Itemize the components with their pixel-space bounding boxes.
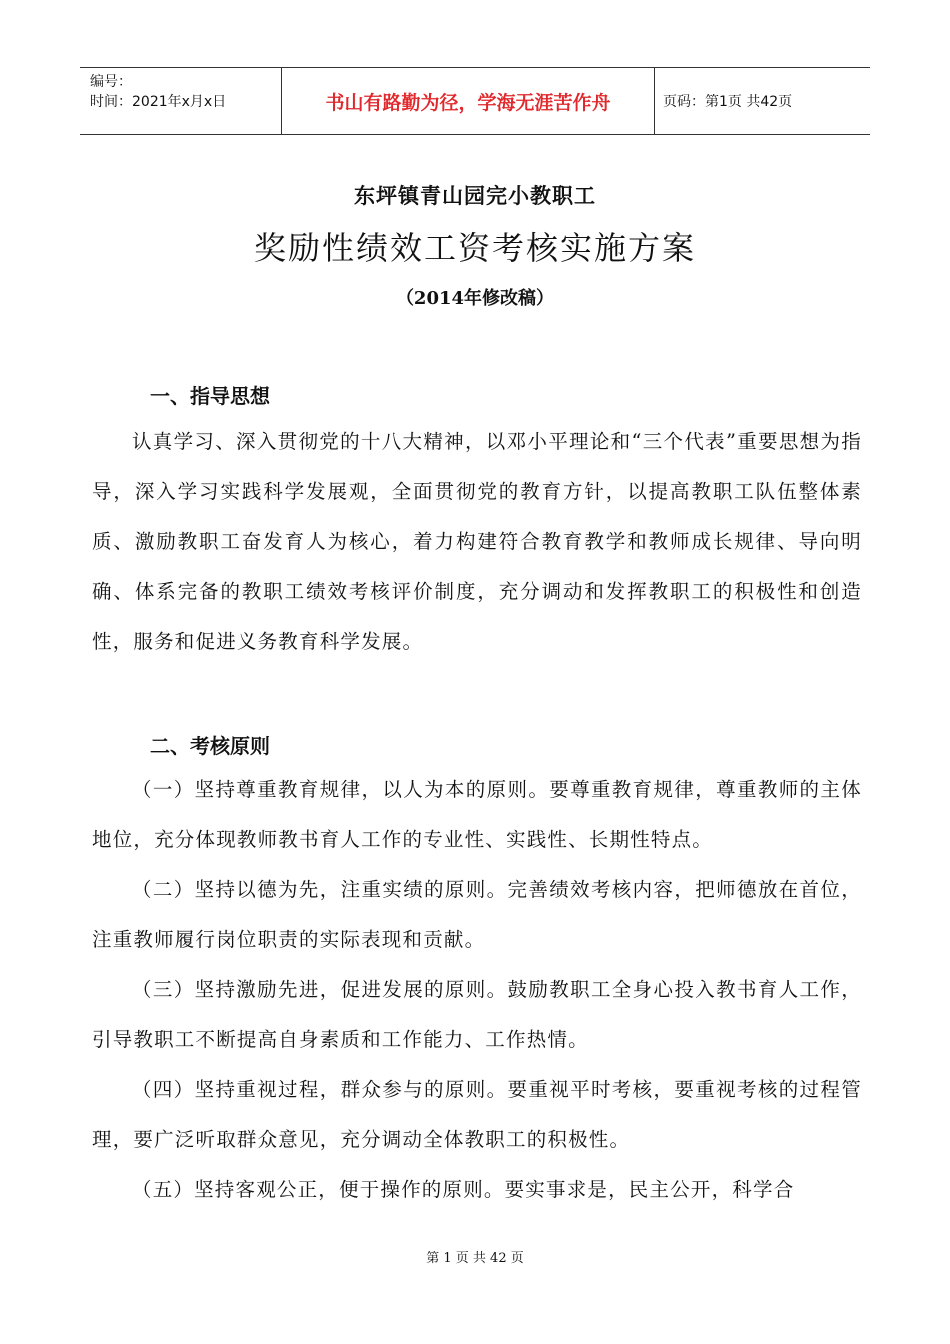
document-number: 编号： bbox=[90, 74, 132, 90]
header-page-cell bbox=[655, 68, 870, 134]
principle-paragraph-3: （三）坚持激励先进，促进发展的原则。鼓励教职工全身心投入教书育人工作，引导教职工不断提高自身素质和工作能力、工作热情。 bbox=[92, 978, 862, 1051]
title-revision: （2014年修改稿） bbox=[395, 288, 555, 309]
section-heading-principles: 二、考核原则 bbox=[150, 734, 270, 758]
document-date: 时间：2021年x月x日 bbox=[90, 94, 227, 110]
paragraph-guiding-thought: 认真学习、深入贯彻党的十八大精神，以邓小平理论和“三个代表”重要思想为指导，深入学习实践科学发展观，全面贯彻党的教育方针，以提高教职工队伍整体素质、激励教职工奋发育人为核心，着力构建符合教育教学和教师成长规律、导向明确、体系完备的教职工绩效考核评价制度，充分调动和发挥教职工的积极性和创造性，服务和促进义务教育科学发展。 bbox=[92, 430, 862, 653]
header-motto-cell bbox=[282, 68, 655, 134]
principle-paragraph-1: （一）坚持尊重教育规律，以人为本的原则。要尊重教育规律，尊重教师的主体地位，充分体现教师教书育人工作的专业性、实践性、长期性特点。 bbox=[92, 778, 862, 851]
page-info: 页码：第1页 共42页 bbox=[663, 94, 793, 110]
page-footer: 第 1 页 共 42 页 bbox=[426, 1251, 524, 1266]
principle-paragraph-4: （四）坚持重视过程，群众参与的原则。要重视平时考核，要重视考核的过程管理，要广泛听取群众意见，充分调动全体教职工的积极性。 bbox=[92, 1078, 862, 1151]
section-heading-guiding-thought: 一、指导思想 bbox=[150, 384, 270, 408]
document-title: 奖励性绩效工资考核实施方案 bbox=[253, 229, 696, 267]
motto-text: 书山有路勤为径，学海无涯苦作舟 bbox=[325, 91, 611, 114]
principle-paragraph-5: （五）坚持客观公正，便于操作的原则。要实事求是，民主公开，科学合 bbox=[132, 1178, 795, 1201]
document-header bbox=[80, 67, 870, 135]
header-meta-cell bbox=[80, 68, 282, 134]
principle-paragraph-2: （二）坚持以德为先，注重实绩的原则。完善绩效考核内容，把师德放在首位，注重教师履行岗位职责的实际表现和贡献。 bbox=[92, 878, 862, 951]
title-line-1: 东坪镇青山园完小教职工 bbox=[354, 183, 596, 208]
